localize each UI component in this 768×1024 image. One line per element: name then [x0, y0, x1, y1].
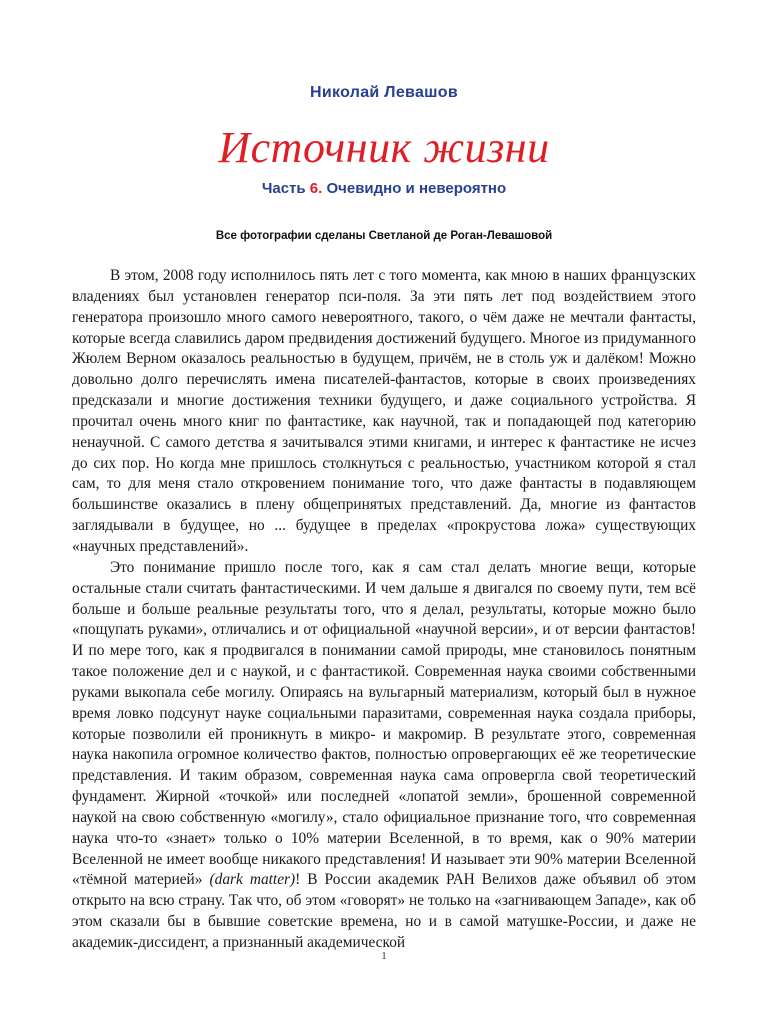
paragraph-2-italic: (dark matter): [209, 871, 296, 889]
subtitle-prefix: Часть: [261, 180, 310, 197]
photo-credit: Все фотографии сделаны Светланой де Роган-Левашовой: [215, 230, 553, 242]
paragraph-1: В этом, 2008 году исполнилось пять лет с того момента, как мною в наших французских владениях был установлен генератор пси-поля. За эти пять лет под воздействием этого генератора произошло много самого невероятного, такого, о чём даже не мечтали фантасты, которые всегда славились даром предвидения достижений будущего. Многое из придуманного Жюлем Верном оказалось реальностью в будущем, причём, не в столь уж и далёком! Можно довольно долго перечислять имена писателей-фантастов, которые в своих произведениях предсказали и многие достижения техники будущего, и даже социального устройства. Я прочитал очень много книг по фантастике, как научной, так и попадающей под категорию ненаучной. С самого детства я зачитывался этими книгами, и интерес к фантастике не исчез до сих пор. Но когда мне пришлось столкнуться с реальностью, участником которой я стал сам, то для меня стало откровением понимание того, что даже фантасты в подавляющем большинстве оказались в плену общепринятых представлений. Да, многие из фантастов заглядывали в будущее, но ... будущее в пределах «прокрустова ложа» существующих «научных представлений».: [72, 267, 696, 555]
paragraph-2-text-a: Это понимание пришло после того, как я сам стал делать многие вещи, которые остальные стали считать фантастическими. И чем дальше я двигался по своему пути, тем всё больше и больше реальные результаты того, что я делал, результаты, которые можно было «пощупать руками», отличались и от официальной «научной версии», и от версии фантастов! И по мере того, как я продвигался в понимании самой природы, мне становилось понятным такое положение дел и с наукой, и с фантастикой. Современная наука своими собственными руками выкопала себе могилу. Опираясь на вульгарный материализм, который был в нужное время ловко подсунут науке социальными паразитами, современная наука создала приборы, которые позволили ей проникнуть в микро- и макромир. В результате этого, современная наука накопила огромное количество фактов, полностью опровергающих её же теоретические представления. И таким образом, современная наука сама опровергла свой теоретический фундамент. Жирной «точкой» или последней «лопатой земли», брошенной современной наукой на свою собственную «могилу», стало официальное признание того, что современная наука что-то «знает» только о 10% материи Вселенной, в то время, как о 90% материи Вселенной не имеет вообще никакого представления! И называет эти 90% материи Вселенной «тёмной материей»: [72, 558, 696, 889]
book-title: Источник жизни: [218, 123, 550, 172]
subtitle-text: Очевидно и невероятно: [322, 180, 507, 197]
chapter-subtitle: [0, 180, 768, 197]
paragraph-2-text-b: ! В России академик РАН Велихов даже объявил об этом открыто на всю страну. Так что, об этом «говорят» не только на «загнивающем Западе», как об этом сказали бы в бывшие советские времена, но и в самой матушке-России, и даже не академик-диссидент, а признанный академической: [72, 871, 696, 951]
page-number: 1: [381, 950, 387, 962]
paragraph-2: [72, 558, 696, 954]
body-text: [72, 266, 696, 954]
part-number: 6.: [309, 180, 323, 197]
author-name: Николай Левашов: [310, 84, 458, 101]
